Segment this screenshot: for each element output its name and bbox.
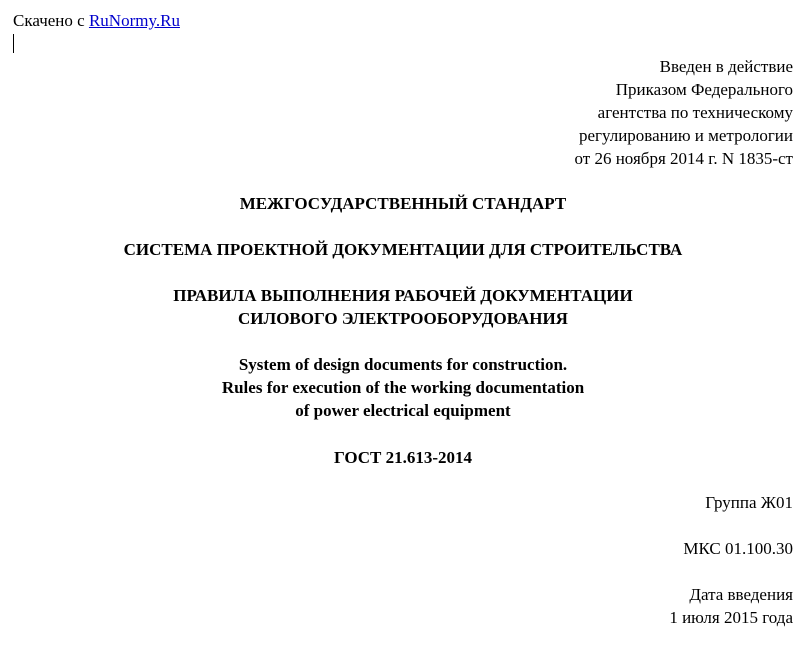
download-source-line — [13, 9, 180, 32]
group-text: Группа Ж01 — [705, 493, 793, 512]
mks-text: МКС 01.100.30 — [683, 539, 793, 558]
mks-label — [683, 537, 793, 560]
text-cursor — [13, 34, 14, 53]
site-link[interactable]: RuNormy.Ru — [88, 11, 180, 30]
title-ru-line: СИЛОВОГО ЭЛЕКТРООБОРУДОВАНИЯ — [238, 309, 568, 328]
enactment-line: Введен в действие — [659, 57, 793, 76]
effective-date-value: 1 июля 2015 года — [669, 608, 793, 627]
standard-title-ru — [0, 284, 799, 330]
group-label — [705, 491, 793, 514]
effective-date-label: Дата введения — [689, 585, 793, 604]
title-en-line: of power electrical equipment — [295, 401, 511, 420]
enactment-note — [575, 55, 794, 170]
standard-code — [0, 446, 799, 469]
standard-type — [0, 192, 799, 215]
download-source-prefix: Скачено с — [13, 11, 89, 30]
standard-system — [0, 238, 799, 261]
title-en-line: System of design documents for construction. — [238, 355, 568, 374]
standard-code-text: ГОСТ 21.613-2014 — [333, 448, 473, 467]
enactment-line: от 26 ноября 2014 г. N 1835-ст — [574, 149, 793, 168]
standard-type-text: МЕЖГОСУДАРСТВЕННЫЙ СТАНДАРТ — [239, 194, 567, 213]
enactment-line: Приказом Федерального — [615, 80, 793, 99]
enactment-line: агентства по техническому — [597, 103, 793, 122]
title-en-line: Rules for execution of the working documentation — [221, 378, 585, 397]
title-ru-line: ПРАВИЛА ВЫПОЛНЕНИЯ РАБОЧЕЙ ДОКУМЕНТАЦИИ — [173, 286, 633, 305]
standard-title-en — [0, 353, 799, 422]
effective-date — [669, 583, 793, 629]
enactment-line: регулированию и метрологии — [578, 126, 793, 145]
standard-system-text: СИСТЕМА ПРОЕКТНОЙ ДОКУМЕНТАЦИИ ДЛЯ СТРОИТЕЛЬСТВА — [123, 240, 683, 259]
